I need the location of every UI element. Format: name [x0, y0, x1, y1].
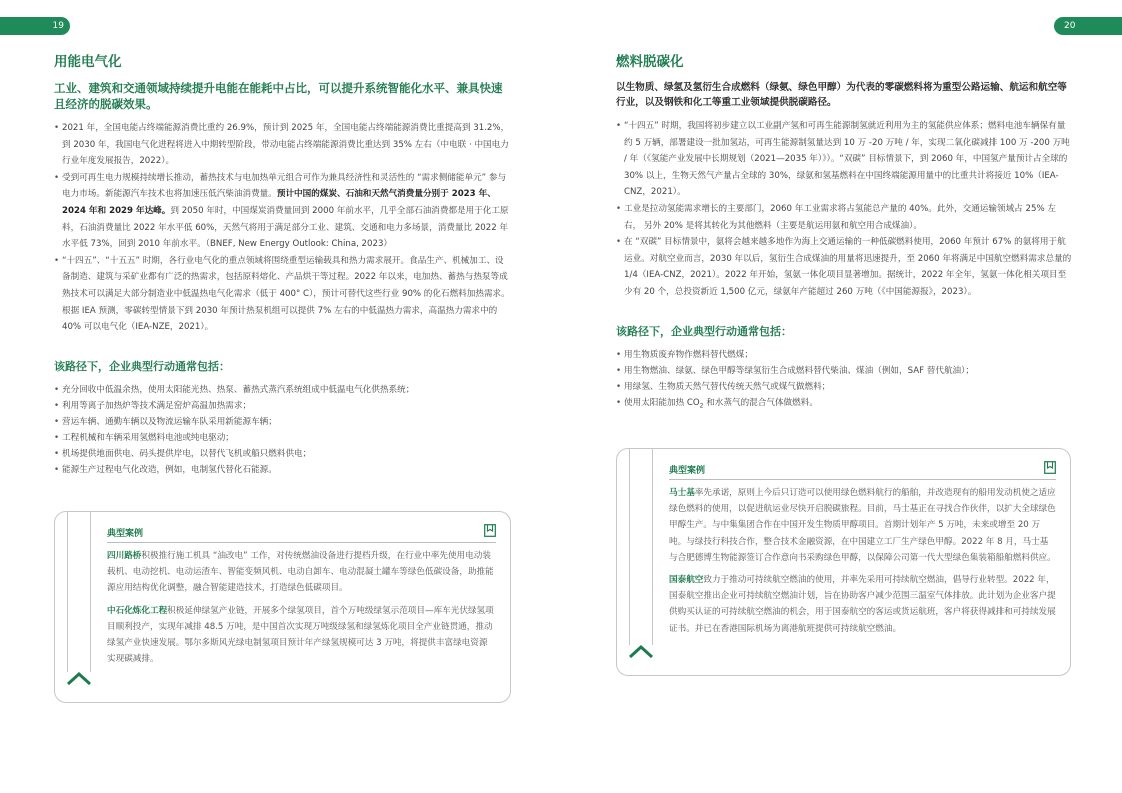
list-item: • 利用等离子加热炉等技术满足窑炉高温加热需求； — [54, 398, 510, 414]
list-item: • 机场提供地面供电、码头提供岸电，以替代飞机或船只燃料供电； — [54, 446, 510, 462]
page-number-right: 20 — [1054, 17, 1122, 35]
bullet-text: “十四五”、“十五五” 时期，各行业电气化的重点领域将围绕重型运输载具和热力需求展开。食品生产、机械加工、设备制造、建筑与采矿业都有广泛的热需求，包括原料熔化、产品烘干等过程。2022 年以来，电加热、蓄热与热泵等成熟技术可以满足大部分制造业中低温热电气化需求（低于 400° C），预计可替代这些行业 90% 的化石燃料加热需求。根据 IEA 预测，零碳转型情景下到 2030 年预计热泵机组可以提供 7% 左右的中低温热力需求，高温热力需求中的 40% 可以电气化（IEA-NZE，2021）。 — [62, 255, 510, 333]
list-item: • 能源生产过程电气化改造，例如，电制氢代替化石能源。 — [54, 462, 510, 478]
list-item: • 用生物质废弃物作燃料替代燃煤； — [616, 347, 1072, 363]
left-actions-list — [54, 382, 510, 478]
right-bullet-list — [616, 118, 1072, 301]
case-paragraph — [669, 485, 1056, 566]
case-text: 积极推行施工机具 “油改电” 工作，对传统燃油设备进行提档升级，在行业中率先使用电动装载机、电动挖机、电动运渣车、智能变频风机、电动自卸车、电动混凝土罐车等绿色低碳设备，助推能源应用结构优化调整，融合智能建造技术，打造绿色低碳项目。 — [107, 551, 494, 594]
bullet-text: 受到可再生电力规模持续增长推动，蓄热技术与电加热单元组合可作为兼具经济性和灵活性的 “需求侧储能单元” 参与电力市场。新能源汽车技术也将加速压低汽柴油消费量。 — [62, 172, 507, 200]
left-column — [54, 50, 510, 478]
case-paragraph — [107, 548, 496, 597]
list-item — [616, 395, 1072, 415]
case-header-label: 典型案例 — [669, 466, 706, 476]
list-item: • 用生物燃油、绿氨、绿色甲醇等绿氢衍生合成燃料替代柴油、煤油（例如，SAF 替代航油）； — [616, 363, 1072, 379]
case-ribbon — [629, 448, 653, 645]
list-item: • “十四五” 时期，我国将初步建立以工业副产氢和可再生能源制氢就近利用为主的氢能供应体系；燃料电池车辆保有量约 5 万辆，部署建设一批加氢站，可再生能源制氢量达到 10 万 -20 万吨 / 年，实现二氧化碳减排 100 万 -200 万吨 / 年（《氢能产业发展中长期规划（2021—2035 年）》）。“双碳” 目标情景下，到 2060 年，中国氢产量预计占全球的 30% 以上，生物天然气产量占全球的 30%，绿氨和氢基燃料在中国终端能源用量中的比重共计将接近 10%（IEA-CNZ，2021）。 — [616, 118, 1072, 201]
subscript: 2 — [699, 402, 704, 410]
list-item: • 工业是拉动氢能需求增长的主要部门，2060 年工业需求将占氢能总产量的 40%。此外，交通运输领域占 25% 左右， 另外 20% 是将其转化为其他燃料（主要是航运用氨和航空用合成煤油）。 — [616, 201, 1072, 234]
list-item: • 在 “双碳” 目标情景中，氨将会越来越多地作为海上交通运输的一种低碳燃料使用，2060 年预计 67% 的氨将用于航运业。对航空业而言，2030 年以后，氢衍生合成煤油的用量将迅速提升，至 2060 年将满足中国航空燃料需求总量的 1/4（IEA-CNZ，2021）。2022 年开始，氢氨一体化项目显著增加。据统计，2022 年全年，氢氨一体化相关项目至少有 20 个，总投资新近 1,500 亿元，绿氨年产能超过 260 万吨（《中国能源报》，2023）。 — [616, 234, 1072, 300]
case-body — [669, 485, 1056, 643]
case-text: 致力于推动可持续航空燃油的使用，并率先采用可持续航空燃油，倡导行业转型。2022 年，国泰航空推出企业可持续航空燃油计划，旨在协助客户减少范围三温室气体排放。此计划为企业客户提供购买认证的可持续航空燃油的机会，用于国泰航空的客运或货运航班，客户将获得减排和可持续发展证书。并已在香港国际机场为离港航班提供可持续航空燃油。 — [669, 575, 1056, 634]
case-paragraph — [669, 572, 1056, 637]
section-title-fuel-decarbonization: 燃料脱碳化 — [616, 54, 684, 70]
section-subtitle-fuel-decarbonization: 以生物质、绿氢及氢衍生合成燃料（绿氨、绿色甲醇）为代表的零碳燃料将为重型公路运输、航运和航空等行业，以及钢铁和化工等重工业领域提供脱碳路径。 — [616, 82, 1067, 108]
case-text: 率先承诺，原则上今后只订造可以使用绿色燃料航行的船舶，并改造现有的船用发动机使之适应绿色燃料的使用，以促进航运业尽快开启脱碳旅程。目前，马士基正在寻找合作伙伴，以扩大全球绿色甲醇生产。与中集集团合作在中国开发生物质甲醇项目。首期计划年产 5 万吨，未来或增至 20 万吨。与绿技行科技合作，整合技术金融资源，在中国建立工厂生产绿色甲醇。2022 年 8 月，马士基与合肥德博生物能源签订合作意向书采购绿色甲醇，以保障公司第一代大型绿色集装箱船舶燃料供应。 — [669, 488, 1056, 563]
action-text: 使用太阳能加热 CO — [624, 397, 700, 408]
left-bullet-list — [54, 120, 510, 336]
case-company: 国泰航空 — [669, 575, 704, 586]
action-text: 和水蒸气的混合气体做燃料。 — [703, 397, 818, 408]
list-item: • 工程机械和车辆采用氢燃料电池或纯电驱动； — [54, 430, 510, 446]
section-subtitle-electrification: 工业、建筑和交通领域持续提升电能在能耗中占比，可以提升系统智能化水平、兼具快速且经济的脱碳效果。 — [54, 81, 503, 111]
bullet-text: 2021 年，全国电能占终端能源消费比重约 26.9%，预计到 2025 年，全国电能占终端能源消费比重提高到 31.2%，到 2030 年，我国电气化进程将进入中期转型阶段，带动电能占终端能源消费比重达到 35% 左右（中电联 · 中国电力行业年度发展报告，2022）。 — [62, 123, 510, 167]
path-actions-title-right: 该路径下，企业典型行动通常包括： — [616, 324, 792, 338]
case-box-right — [616, 448, 1071, 676]
list-item — [54, 170, 510, 253]
right-column — [616, 50, 1072, 414]
section-title-electrification: 用能电气化 — [54, 54, 122, 70]
list-item: • 用绿氢、生物质天然气替代传统天然气或煤气做燃料； — [616, 379, 1072, 395]
bookmark-icon — [484, 524, 496, 537]
bookmark-icon — [1044, 461, 1056, 474]
case-text: 积极延伸绿氢产业链，开展多个绿氢项目，首个万吨级绿氢示范项目—库车光伏绿氢项目顺利投产，实现年减排 48.5 万吨，是中国首次实现万吨级绿氢和绿氢炼化项目全产业链贯通，推动绿氢产业快速发展。鄂尔多斯风光绿电制氢项目预计年产绿氢规模可达 3 万吨，将提供丰富绿电资源实现碳减排。 — [107, 605, 494, 665]
bullet-highlight: 预计中国的煤炭、石油和天然气消费量分别于 2023 年、2024 年和 2029 年达峰。 — [62, 189, 496, 216]
case-paragraph — [107, 603, 496, 668]
list-item — [54, 253, 510, 336]
list-item: • 充分回收中低温余热，使用太阳能光热、热泵、蓄热式蒸汽系统组成中低温电气化供热系统； — [54, 382, 510, 398]
right-actions-list — [616, 347, 1072, 415]
case-company: 马士基 — [669, 488, 695, 498]
case-body — [107, 548, 496, 673]
page-number-left: 19 — [0, 17, 70, 35]
chevron-up-icon — [629, 645, 653, 659]
list-item — [54, 120, 510, 170]
case-ribbon — [67, 511, 91, 672]
case-company: 中石化炼化工程 — [107, 605, 168, 616]
path-actions-title-left: 该路径下，企业典型行动通常包括： — [54, 359, 230, 373]
chevron-up-icon — [67, 672, 91, 686]
list-item: • 营运车辆、通勤车辆以及物流运输车队采用新能源车辆； — [54, 414, 510, 430]
case-header-label: 典型案例 — [107, 529, 144, 539]
case-company: 四川路桥 — [107, 551, 142, 561]
case-header — [107, 526, 496, 543]
bullet-text: 到 2050 年时，中国煤炭消费量回到 2000 年前水平，几乎全部石油消费都是用于化工原料，石油消费量比 2022 年水平低 60%，天然气将用于满足部分工业、建筑、交通和电力多场景，消费量比 2022 年水平低 73%，回到 2010 年前水平。（BNEF, New Energy Outlook: China, 2023） — [62, 205, 509, 250]
case-box-left — [54, 511, 511, 703]
case-header — [669, 463, 1056, 480]
